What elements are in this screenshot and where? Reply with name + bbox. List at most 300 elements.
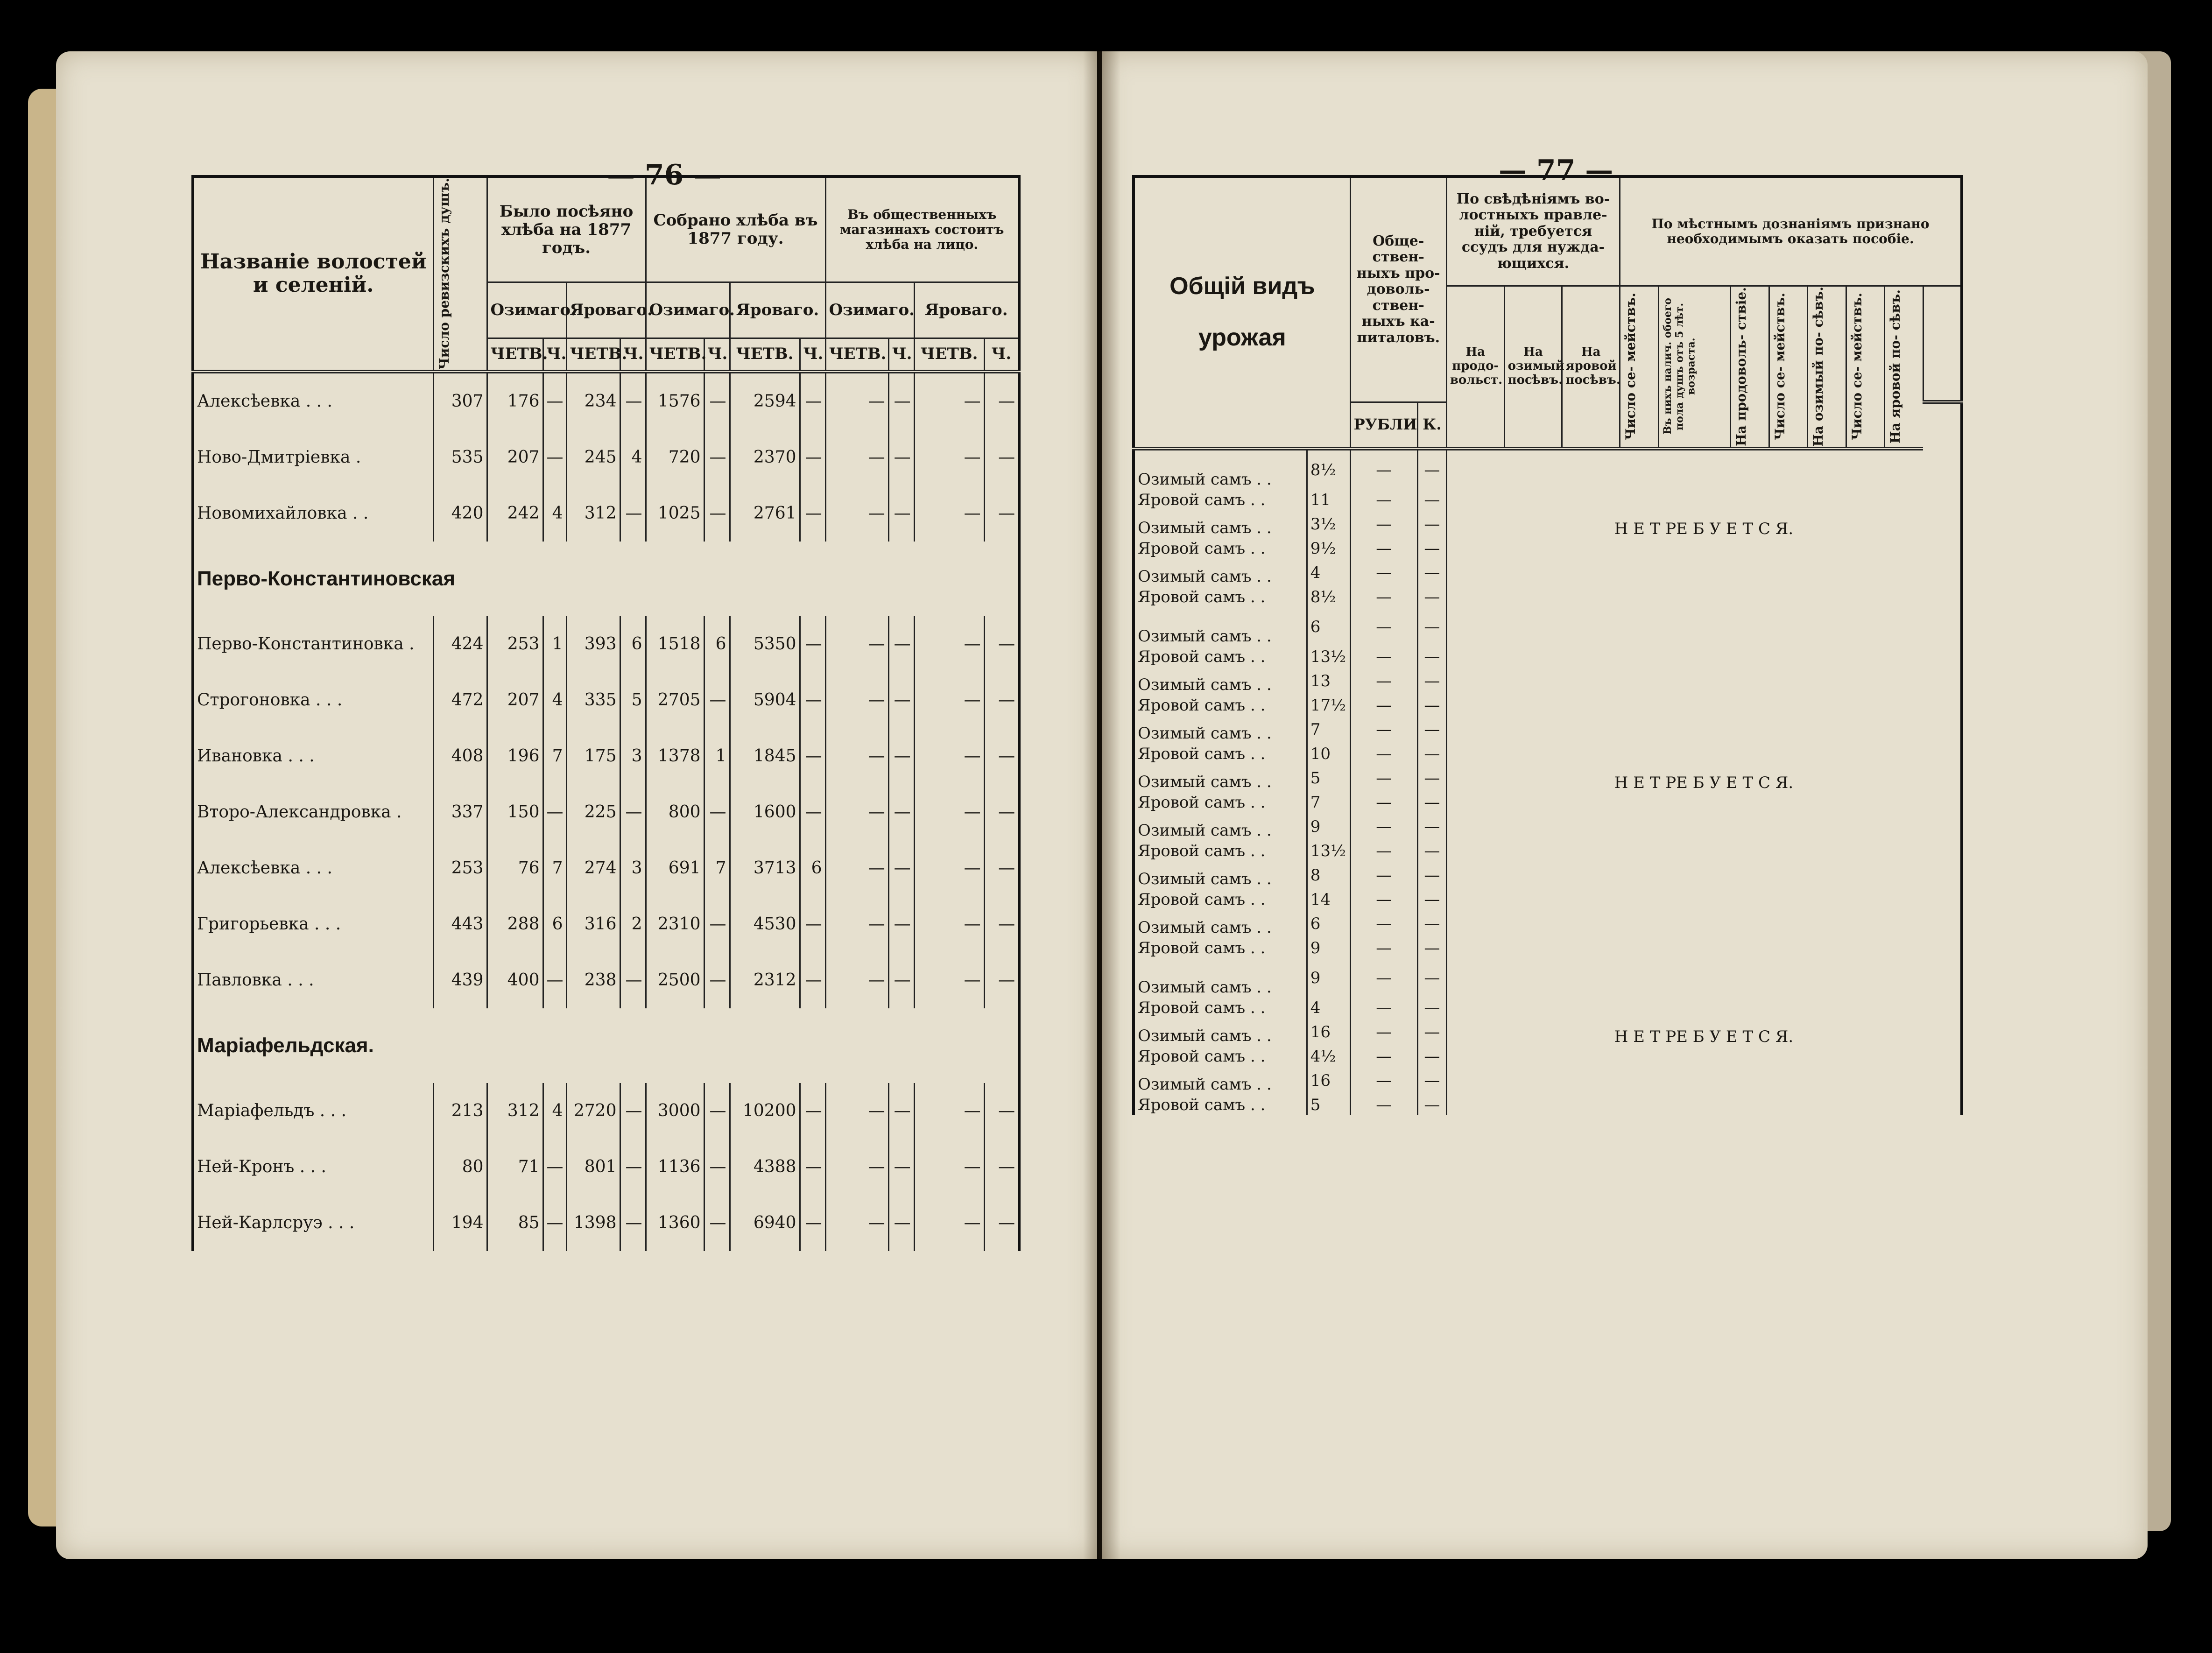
cell-m1: — — [825, 485, 888, 542]
cell-sc: 2 — [620, 896, 646, 952]
cell-gw: 2705 — [646, 672, 704, 728]
table-row — [193, 840, 1019, 896]
harvest-yield: 4 — [1307, 559, 1350, 587]
cell-gw: 2310 — [646, 896, 704, 952]
cell-m1: — — [825, 672, 888, 728]
cell-wc: — — [543, 1195, 566, 1251]
cell-wc: — — [543, 952, 566, 1008]
harvest-yield: 5 — [1307, 764, 1350, 792]
harvest-yield: 9 — [1307, 813, 1350, 841]
harvest-yield: 7 — [1307, 716, 1350, 744]
cell-s: 312 — [566, 485, 620, 542]
cell-gs: 3713 — [730, 840, 800, 896]
cell-gwc: — — [704, 784, 730, 840]
harvest-yield: 8 — [1307, 861, 1350, 889]
harvest-label: Яровой самъ . . — [1138, 587, 1266, 606]
cell-souls: 443 — [433, 896, 487, 952]
village-name: Ивановка . . . — [197, 746, 315, 766]
cell-gsc: — — [800, 728, 825, 784]
harvest-label: Озимый самъ . . — [1138, 1026, 1272, 1045]
header-capital: Обще- ствен- ныхъ про- доволь- ствен- ныхъ ка- питаловъ. — [1350, 176, 1446, 402]
cell-gwc: — — [704, 672, 730, 728]
harvest-label: Озимый самъ . . — [1138, 821, 1272, 840]
cell-s: 335 — [566, 672, 620, 728]
cell-souls: 194 — [433, 1195, 487, 1251]
harvest-label: Яровой самъ . . — [1138, 1095, 1266, 1114]
cell-sc: — — [620, 1139, 646, 1195]
cell-gwc: — — [704, 429, 730, 485]
cell-m4: — — [984, 1195, 1019, 1251]
harvest-yield: 3½ — [1307, 510, 1350, 538]
cell-sc: — — [620, 952, 646, 1008]
header-v1 — [1620, 286, 1659, 449]
cell-s: 225 — [566, 784, 620, 840]
cell-m4: — — [984, 1139, 1019, 1195]
cell-w: 85 — [487, 1195, 543, 1251]
cell-sc: — — [620, 485, 646, 542]
unit-chetv: ЧЕТВ. — [487, 338, 543, 372]
table-row — [193, 485, 1019, 542]
cell-w: 176 — [487, 372, 543, 429]
cell-m1: — — [825, 952, 888, 1008]
harvest-yield: 6 — [1307, 607, 1350, 647]
capital-rub: — — [1350, 510, 1417, 538]
cell-w: 76 — [487, 840, 543, 896]
cell-gs: 4388 — [730, 1139, 800, 1195]
header-stores-spring: Яроваго. — [914, 282, 1019, 338]
cell-gwc: — — [704, 896, 730, 952]
cell-sc: — — [620, 1195, 646, 1251]
unit-ch: Ч. — [543, 338, 566, 372]
capital-kop: — — [1417, 813, 1446, 841]
header-local: По мѣстнымъ дознаніямъ признано необходимымъ оказать пособіе. — [1620, 176, 1962, 286]
cell-m2: — — [888, 616, 914, 672]
cell-w: 150 — [487, 784, 543, 840]
capital-kop: — — [1417, 861, 1446, 889]
unit-rubles: РУБЛИ — [1350, 402, 1417, 448]
table-row — [193, 784, 1019, 840]
capital-rub: — — [1350, 938, 1417, 958]
cell-m2: — — [888, 784, 914, 840]
header-v3 — [1731, 286, 1769, 449]
header-loans: По свѣдѣніямъ во- лостныхъ правле- ній, требуется ссудъ для нужда- ющихся. — [1446, 176, 1620, 286]
district-heading: Перво-Константиновская — [197, 567, 455, 590]
capital-rub: — — [1350, 1018, 1417, 1046]
cell-m1: — — [825, 728, 888, 784]
capital-rub: — — [1350, 744, 1417, 764]
cell-m1: — — [825, 616, 888, 672]
capital-kop: — — [1417, 716, 1446, 744]
cell-gs: 1845 — [730, 728, 800, 784]
harvest-label: Яровой самъ . . — [1138, 1047, 1266, 1066]
cell-sc: — — [620, 784, 646, 840]
table-row — [193, 616, 1019, 672]
cell-m4: — — [984, 1083, 1019, 1139]
cell-m4: — — [984, 485, 1019, 542]
header-v6 — [1846, 286, 1885, 449]
not-required-note: Н Е Т РЕ Б У Е Т С Я. — [1446, 607, 1962, 958]
table-row — [193, 672, 1019, 728]
header-v1-text: Число се- мействъ. — [1623, 293, 1639, 441]
cell-m3: — — [914, 429, 984, 485]
header-souls-text: Число ревизскихъ душъ. — [436, 178, 452, 370]
harvest-row — [1134, 449, 1962, 490]
unit-chetv: ЧЕТВ. — [566, 338, 620, 372]
harvest-yield: 9 — [1307, 938, 1350, 958]
unit-ch: Ч. — [704, 338, 730, 372]
cell-gsc: — — [800, 429, 825, 485]
header-gathered-winter: Озимаго. — [646, 282, 730, 338]
cell-m4: — — [984, 728, 1019, 784]
cell-gsc: — — [800, 784, 825, 840]
header-sown-winter: Озимаго. — [487, 282, 566, 338]
cell-m3: — — [914, 784, 984, 840]
capital-rub: — — [1350, 1046, 1417, 1067]
book-gutter — [1083, 51, 1120, 1559]
capital-kop: — — [1417, 938, 1446, 958]
village-name: Павловка . . . — [197, 971, 314, 990]
capital-kop: — — [1417, 695, 1446, 716]
table-row — [193, 1083, 1019, 1139]
cell-m1: — — [825, 840, 888, 896]
unit-kop: К. — [1417, 402, 1446, 448]
cell-m3: — — [914, 840, 984, 896]
district-heading: Маріафельдская. — [197, 1034, 374, 1057]
cell-m1: — — [825, 1195, 888, 1251]
cell-souls: 424 — [433, 616, 487, 672]
harvest-yield: 11 — [1307, 490, 1350, 510]
unit-chetv: ЧЕТВ. — [730, 338, 800, 372]
header-v4-text: Число се- мействъ. — [1772, 293, 1788, 441]
cell-gsc: — — [800, 1195, 825, 1251]
harvest-label: Яровой самъ . . — [1138, 841, 1266, 860]
cell-gs: 5350 — [730, 616, 800, 672]
cell-souls: 337 — [433, 784, 487, 840]
header-v5-text: На озимый по- сѣвъ. — [1810, 287, 1826, 447]
capital-kop: — — [1417, 490, 1446, 510]
capital-kop: — — [1417, 910, 1446, 938]
harvest-label: Озимый самъ . . — [1138, 567, 1272, 586]
cell-wc: — — [543, 784, 566, 840]
village-name: Перво-Константиновка . — [197, 634, 415, 654]
capital-kop: — — [1417, 647, 1446, 667]
harvest-label: Озимый самъ . . — [1138, 869, 1272, 888]
cell-souls: 253 — [433, 840, 487, 896]
cell-s: 238 — [566, 952, 620, 1008]
cell-m2: — — [888, 840, 914, 896]
unit-ch: Ч. — [984, 338, 1019, 372]
capital-rub: — — [1350, 647, 1417, 667]
cell-m2: — — [888, 952, 914, 1008]
harvest-label: Озимый самъ . . — [1138, 470, 1272, 489]
cell-m3: — — [914, 372, 984, 429]
village-name: Новомихайловка . . — [197, 504, 369, 523]
cell-wc: — — [543, 372, 566, 429]
cell-s: 801 — [566, 1139, 620, 1195]
header-v2 — [1658, 286, 1731, 449]
cell-sc: — — [620, 372, 646, 429]
cell-souls: 307 — [433, 372, 487, 429]
harvest-yield: 8½ — [1307, 587, 1350, 607]
header-stores-winter: Озимаго. — [825, 282, 914, 338]
capital-kop: — — [1417, 792, 1446, 813]
cell-w: 253 — [487, 616, 543, 672]
capital-kop: — — [1417, 1018, 1446, 1046]
table-row — [193, 952, 1019, 1008]
cell-gwc: — — [704, 485, 730, 542]
capital-rub: — — [1350, 538, 1417, 559]
header-v5 — [1808, 286, 1846, 449]
cell-gs: 2370 — [730, 429, 800, 485]
cell-s: 316 — [566, 896, 620, 952]
capital-kop: — — [1417, 958, 1446, 998]
header-sown-spring: Яроваго. — [566, 282, 646, 338]
capital-kop: — — [1417, 667, 1446, 695]
cell-m3: — — [914, 1195, 984, 1251]
header-v7-text: На яровой по- сѣвъ. — [1888, 289, 1903, 444]
unit-ch: Ч. — [620, 338, 646, 372]
capital-kop: — — [1417, 559, 1446, 587]
cell-gs: 5904 — [730, 672, 800, 728]
cell-gs: 2594 — [730, 372, 800, 429]
cell-gsc: — — [800, 672, 825, 728]
capital-kop: — — [1417, 764, 1446, 792]
harvest-label: Яровой самъ . . — [1138, 696, 1266, 715]
cell-sc: 3 — [620, 840, 646, 896]
cell-m4: — — [984, 784, 1019, 840]
cell-gw: 720 — [646, 429, 704, 485]
harvest-label: Яровой самъ . . — [1138, 938, 1266, 957]
capital-kop: — — [1417, 607, 1446, 647]
harvest-label: Озимый самъ . . — [1138, 978, 1272, 997]
cell-gw: 1360 — [646, 1195, 704, 1251]
cell-m2: — — [888, 896, 914, 952]
cell-m2: — — [888, 1195, 914, 1251]
harvest-yield: 9½ — [1307, 538, 1350, 559]
harvest-label: Озимый самъ . . — [1138, 626, 1272, 646]
header-spring-sow: На яровой посѣвъ. — [1562, 286, 1620, 449]
cell-gsc: 6 — [800, 840, 825, 896]
cell-gwc: — — [704, 1083, 730, 1139]
capital-kop: — — [1417, 841, 1446, 861]
cell-souls: 439 — [433, 952, 487, 1008]
harvest-label: Яровой самъ . . — [1138, 793, 1266, 812]
village-name: Алексѣевка . . . — [197, 858, 333, 878]
village-name: Строгоновка . . . — [197, 690, 343, 710]
cell-m4: — — [984, 840, 1019, 896]
header-harvest-line1: Общій видъ — [1169, 272, 1315, 300]
left-table-body — [193, 372, 1019, 1251]
harvest-label: Озимый самъ . . — [1138, 724, 1272, 743]
district-section-row — [193, 1008, 1019, 1083]
harvest-yield: 6 — [1307, 910, 1350, 938]
harvest-yield: 8½ — [1307, 449, 1350, 490]
header-gathered: Собрано хлѣба въ 1877 году. — [646, 176, 825, 282]
cell-m4: — — [984, 429, 1019, 485]
harvest-yield: 13½ — [1307, 647, 1350, 667]
unit-chetv: ЧЕТВ. — [825, 338, 888, 372]
capital-rub: — — [1350, 490, 1417, 510]
harvest-label: Озимый самъ . . — [1138, 1075, 1272, 1094]
capital-rub: — — [1350, 716, 1417, 744]
cell-souls: 80 — [433, 1139, 487, 1195]
cell-wc: 4 — [543, 485, 566, 542]
cell-m1: — — [825, 784, 888, 840]
cell-m2: — — [888, 372, 914, 429]
harvest-yield: 7 — [1307, 792, 1350, 813]
right-statistics-table — [1132, 175, 1963, 1115]
not-required-note: Н Е Т РЕ Б У Е Т С Я. — [1446, 449, 1962, 607]
cell-s: 393 — [566, 616, 620, 672]
cell-gw: 1576 — [646, 372, 704, 429]
cell-gw: 800 — [646, 784, 704, 840]
cell-s: 245 — [566, 429, 620, 485]
cell-wc: 1 — [543, 616, 566, 672]
cell-w: 196 — [487, 728, 543, 784]
cell-m4: — — [984, 616, 1019, 672]
cell-sc: — — [620, 1083, 646, 1139]
cell-m3: — — [914, 952, 984, 1008]
cell-s: 234 — [566, 372, 620, 429]
cell-m3: — — [914, 616, 984, 672]
header-v2-text: Въ нихъ налич. обоего пола душъ отъ 5 лѣт. возраста. — [1661, 298, 1698, 435]
cell-m4: — — [984, 952, 1019, 1008]
district-section-row — [193, 542, 1019, 616]
header-gathered-spring: Яроваго. — [730, 282, 825, 338]
harvest-yield: 5 — [1307, 1095, 1350, 1115]
cell-wc: 4 — [543, 1083, 566, 1139]
cell-gsc: — — [800, 372, 825, 429]
left-statistics-table — [191, 175, 1021, 1251]
capital-kop: — — [1417, 538, 1446, 559]
capital-kop: — — [1417, 449, 1446, 490]
cell-gwc: — — [704, 372, 730, 429]
unit-chetv: ЧЕТВ. — [646, 338, 704, 372]
table-row — [193, 1139, 1019, 1195]
cell-s: 175 — [566, 728, 620, 784]
capital-rub: — — [1350, 449, 1417, 490]
village-name: Григорьевка . . . — [197, 914, 341, 934]
table-row — [193, 728, 1019, 784]
table-row — [193, 1195, 1019, 1251]
table-row — [193, 896, 1019, 952]
header-v6-text: Число се- мействъ. — [1849, 293, 1865, 441]
cell-gsc: — — [800, 1139, 825, 1195]
harvest-yield: 9 — [1307, 958, 1350, 998]
capital-rub: — — [1350, 1067, 1417, 1095]
cell-m1: — — [825, 372, 888, 429]
cell-s: 1398 — [566, 1195, 620, 1251]
capital-rub: — — [1350, 607, 1417, 647]
cell-gwc: 1 — [704, 728, 730, 784]
cell-w: 242 — [487, 485, 543, 542]
cell-wc: — — [543, 429, 566, 485]
cell-m3: — — [914, 485, 984, 542]
harvest-label: Яровой самъ . . — [1138, 890, 1266, 909]
capital-rub: — — [1350, 559, 1417, 587]
harvest-yield: 4½ — [1307, 1046, 1350, 1067]
header-v8 — [1923, 286, 1962, 402]
table-row — [193, 429, 1019, 485]
cell-m1: — — [825, 429, 888, 485]
harvest-row — [1134, 607, 1962, 647]
cell-gw: 2500 — [646, 952, 704, 1008]
harvest-yield: 4 — [1307, 998, 1350, 1018]
cell-w: 71 — [487, 1139, 543, 1195]
unit-ch: Ч. — [800, 338, 825, 372]
cell-gs: 1600 — [730, 784, 800, 840]
cell-wc: 6 — [543, 896, 566, 952]
header-souls — [433, 176, 487, 372]
cell-m3: — — [914, 1139, 984, 1195]
cell-gsc: — — [800, 485, 825, 542]
cell-wc: — — [543, 1139, 566, 1195]
header-stores: Въ общественныхъ магазинахъ состоитъ хлѣба на лицо. — [825, 176, 1019, 282]
cell-wc: 7 — [543, 840, 566, 896]
not-required-note: Н Е Т РЕ Б У Е Т С Я. — [1446, 958, 1962, 1115]
harvest-row — [1134, 958, 1962, 998]
cell-wc: 7 — [543, 728, 566, 784]
header-harvest-line2: урожая — [1198, 324, 1286, 351]
harvest-yield: 16 — [1307, 1018, 1350, 1046]
cell-gwc: — — [704, 1195, 730, 1251]
header-food: На продо- вольст. — [1446, 286, 1504, 449]
cell-m2: — — [888, 1083, 914, 1139]
cell-w: 207 — [487, 672, 543, 728]
harvest-label: Яровой самъ . . — [1138, 647, 1266, 666]
cell-m2: — — [888, 728, 914, 784]
capital-kop: — — [1417, 1067, 1446, 1095]
cell-gw: 1518 — [646, 616, 704, 672]
cell-m3: — — [914, 896, 984, 952]
cell-gsc: — — [800, 952, 825, 1008]
village-name: Второ-Александровка . — [197, 802, 402, 822]
harvest-label: Озимый самъ . . — [1138, 518, 1272, 537]
cell-m1: — — [825, 1083, 888, 1139]
header-sown: Было посѣяно хлѣба на 1877 годъ. — [487, 176, 646, 282]
village-name: Ней-Карлсруэ . . . — [197, 1213, 355, 1233]
capital-rub: — — [1350, 861, 1417, 889]
harvest-label: Озимый самъ . . — [1138, 675, 1272, 694]
capital-rub: — — [1350, 764, 1417, 792]
cell-gwc: 7 — [704, 840, 730, 896]
harvest-yield: 17½ — [1307, 695, 1350, 716]
capital-kop: — — [1417, 998, 1446, 1018]
cell-m3: — — [914, 672, 984, 728]
capital-rub: — — [1350, 1095, 1417, 1115]
table-row — [193, 372, 1019, 429]
capital-rub: — — [1350, 695, 1417, 716]
capital-kop: — — [1417, 1095, 1446, 1115]
cell-gs: 4530 — [730, 896, 800, 952]
harvest-label: Яровой самъ . . — [1138, 539, 1266, 558]
cell-w: 207 — [487, 429, 543, 485]
cell-gwc: — — [704, 952, 730, 1008]
cell-sc: 6 — [620, 616, 646, 672]
capital-rub: — — [1350, 889, 1417, 910]
capital-rub: — — [1350, 667, 1417, 695]
capital-rub: — — [1350, 841, 1417, 861]
cell-gw: 1378 — [646, 728, 704, 784]
cell-souls: 408 — [433, 728, 487, 784]
capital-kop: — — [1417, 744, 1446, 764]
page-number-right: — 77 — — [1499, 154, 1613, 187]
cell-gw: 691 — [646, 840, 704, 896]
unit-chetv: ЧЕТВ. — [914, 338, 984, 372]
cell-m2: — — [888, 485, 914, 542]
capital-kop: — — [1417, 587, 1446, 607]
harvest-yield: 13 — [1307, 667, 1350, 695]
